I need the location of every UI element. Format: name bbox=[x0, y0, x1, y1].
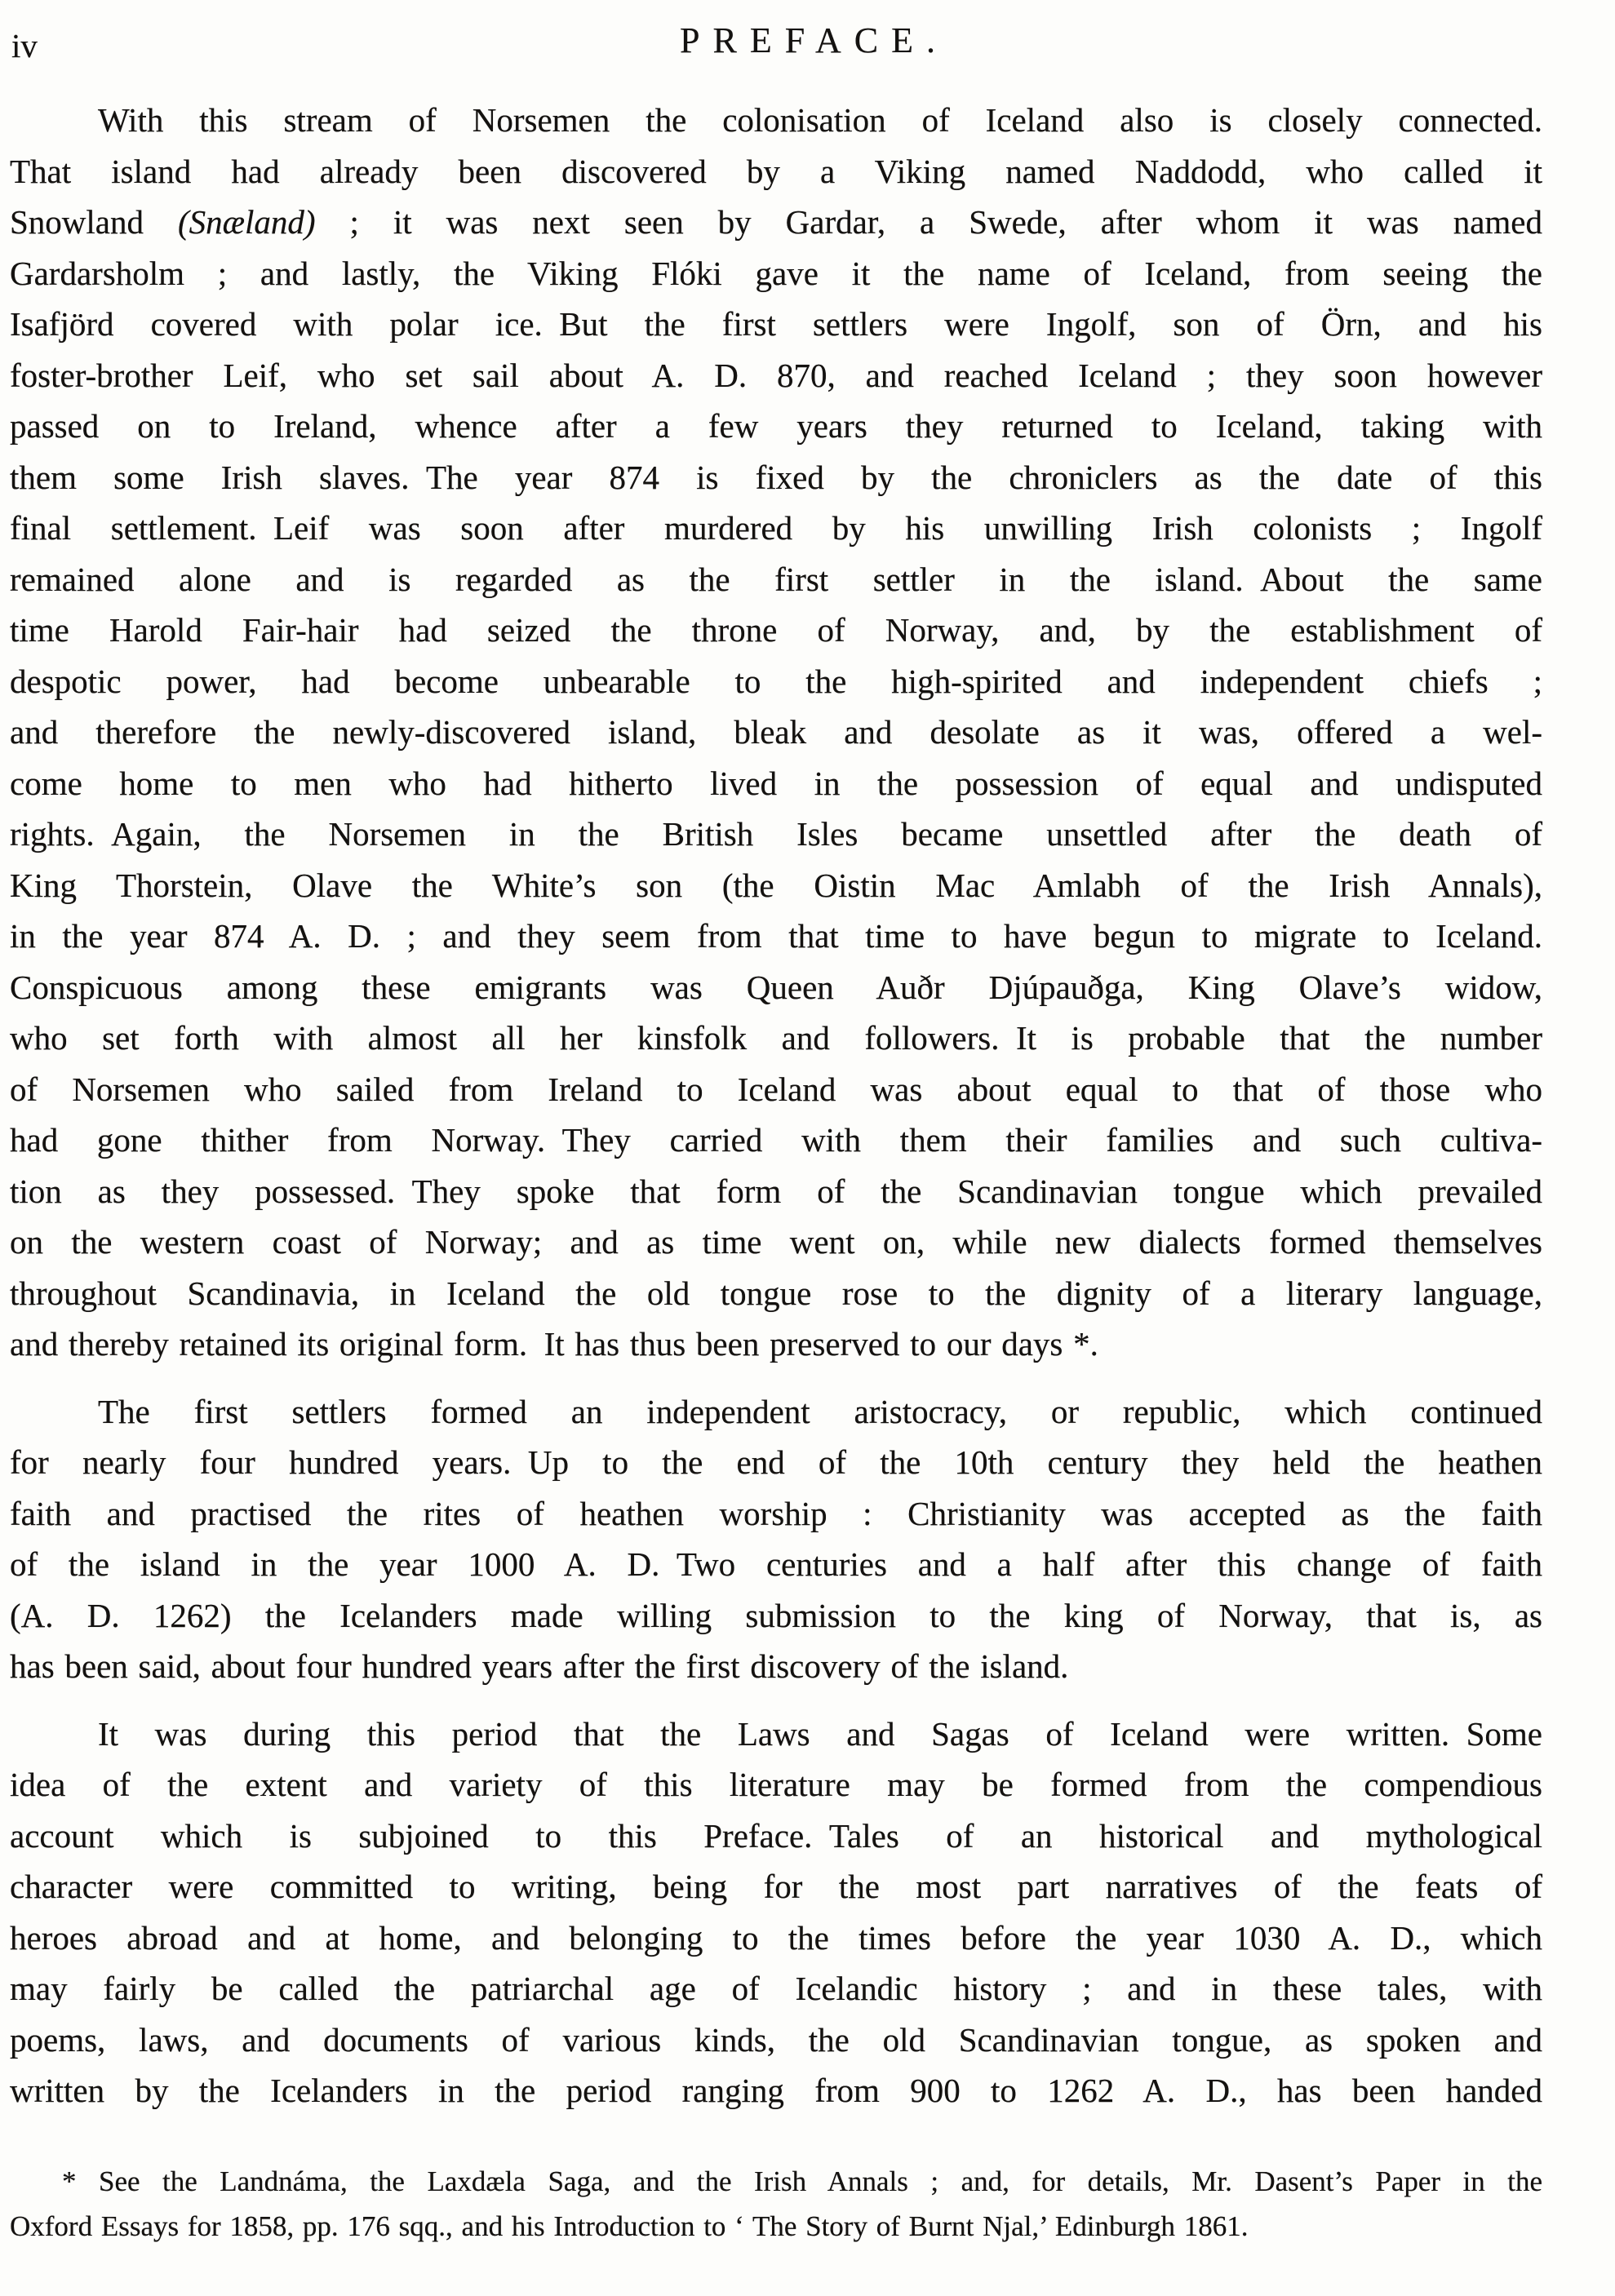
text-line: written by the Icelanders in the period ranging from 900 to 1262 A. D., has been handed bbox=[10, 2072, 1542, 2109]
text-line: throughout Scandinavia, in Iceland the old tongue rose to the dignity of a literary language, bbox=[10, 1274, 1542, 1312]
text-line: despotic power, had become unbearable to the high-spirited and independent chiefs ; bbox=[10, 662, 1542, 700]
text-line: foster-brother Leif, who set sail about A. D. 870, and reached Iceland ; they soon however bbox=[10, 356, 1542, 394]
text-line: idea of the extent and variety of this literature may be formed from the compendious bbox=[10, 1766, 1542, 1803]
text-segment: ; it was next seen by Gardar, a Swede, after whom it was named bbox=[315, 203, 1542, 241]
italic-term: (Snæland) bbox=[177, 203, 316, 241]
text-line: on the western coast of Norway; and as time went on, while new dialects formed themselves bbox=[10, 1223, 1542, 1261]
page-title: PREFACE. bbox=[680, 20, 948, 60]
text-line: The first settlers formed an independent aristocracy, or republic, which continued bbox=[98, 1392, 1542, 1430]
text-line: tion as they possessed. They spoke that form of the Scandinavian tongue which prevailed bbox=[10, 1172, 1542, 1210]
text-line: of Norsemen who sailed from Ireland to Iceland was about equal to that of those who bbox=[10, 1070, 1542, 1108]
text-line: It was during this period that the Laws and Sagas of Iceland were written. Some bbox=[98, 1714, 1542, 1753]
text-line: Conspicuous among these emigrants was Queen Auðr Djúpauðga, King Olave’s widow, bbox=[10, 968, 1542, 1006]
text-line: them some Irish slaves. The year 874 is fixed by the chroniclers as the date of this bbox=[10, 458, 1542, 496]
text-line: (A. D. 1262) the Icelanders made willing submission to the king of Norway, that is, as bbox=[10, 1596, 1542, 1634]
page-body bbox=[10, 95, 1542, 2116]
text-line: had gone thither from Norway. They carried with them their families and such cultiva- bbox=[10, 1121, 1542, 1159]
text-line: remained alone and is regarded as the first settler in the island. About the same bbox=[10, 560, 1542, 598]
text-line: * See the Landnáma, the Laxdæla Saga, and the Irish Annals ; and, for details, Mr. Dasent’s Paper in the bbox=[62, 2165, 1542, 2197]
text-line: for nearly four hundred years. Up to the end of the 10th century they held the heathen bbox=[10, 1443, 1542, 1481]
text-line: rights. Again, the Norsemen in the British Isles became unsettled after the death of bbox=[10, 815, 1542, 853]
text-line: character were committed to writing, being for the most part narratives of the feats of bbox=[10, 1868, 1542, 1905]
text-line: Gardarsholm ; and lastly, the Viking Flóki gave it the name of Iceland, from seeing the bbox=[10, 254, 1542, 292]
text-line: passed on to Ireland, whence after a few years they returned to Iceland, taking with bbox=[10, 407, 1542, 445]
text-line: poems, laws, and documents of various kinds, the old Scandinavian tongue, as spoken and bbox=[10, 2020, 1542, 2059]
text-line: and thereby retained its original form. It has thus been preserved to our days *. bbox=[10, 1325, 1098, 1363]
text-line: Oxford Essays for 1858, pp. 176 sqq., and his Introduction to ‘ The Story of Burnt Njal,’ Edinburgh 1861. bbox=[10, 2210, 1249, 2242]
text-line: That island had already been discovered by a Viking named Naddodd, who called it bbox=[10, 152, 1542, 190]
text-line: account which is subjoined to this Preface. Tales of an historical and mythological bbox=[10, 1816, 1542, 1855]
text-line: time Harold Fair-hair had seized the throne of Norway, and, by the establishment of bbox=[10, 611, 1542, 649]
text-line: faith and practised the rites of heathen worship : Christianity was accepted as the faith bbox=[10, 1494, 1542, 1532]
paragraph-laws-and-sagas bbox=[10, 1709, 1542, 2116]
text-line: With this stream of Norsemen the colonisation of Iceland also is closely connected. bbox=[98, 101, 1542, 139]
text-line: King Thorstein, Olave the White’s son (the Oistin Mac Amlabh of the Irish Annals), bbox=[10, 866, 1542, 904]
text-line bbox=[10, 197, 1542, 248]
text-line: and therefore the newly-discovered island, bleak and desolate as it was, offered a wel- bbox=[10, 713, 1542, 751]
text-line: may fairly be called the patriarchal age of Icelandic history ; and in these tales, with bbox=[10, 1970, 1542, 2007]
text-line: final settlement. Leif was soon after murdered by his unwilling Irish colonists ; Ingolf bbox=[10, 509, 1542, 547]
text-line: Isafjörd covered with polar ice. But the first settlers were Ingolf, son of Örn, and his bbox=[10, 305, 1542, 343]
text-line: heroes abroad and at home, and belonging to the times before the year 1030 A. D., which bbox=[10, 1918, 1542, 1957]
paragraph-republic-and-christianity bbox=[10, 1386, 1542, 1692]
text-line: of the island in the year 1000 A. D. Two centuries and a half after this change of faith bbox=[10, 1545, 1542, 1583]
text-line: who set forth with almost all her kinsfolk and followers. It is probable that the number bbox=[10, 1019, 1542, 1057]
text-line: come home to men who had hitherto lived in the possession of equal and undisputed bbox=[10, 764, 1542, 802]
paragraph-colonisation-of-iceland bbox=[10, 95, 1542, 1370]
footnote bbox=[10, 2159, 1542, 2249]
text-line: has been said, about four hundred years after the first discovery of the island. bbox=[10, 1647, 1069, 1685]
page-number: iv bbox=[11, 27, 38, 64]
text-segment: Snowland bbox=[10, 203, 178, 241]
text-line: in the year 874 A. D. ; and they seem from that time to have begun to migrate to Iceland. bbox=[10, 917, 1542, 955]
